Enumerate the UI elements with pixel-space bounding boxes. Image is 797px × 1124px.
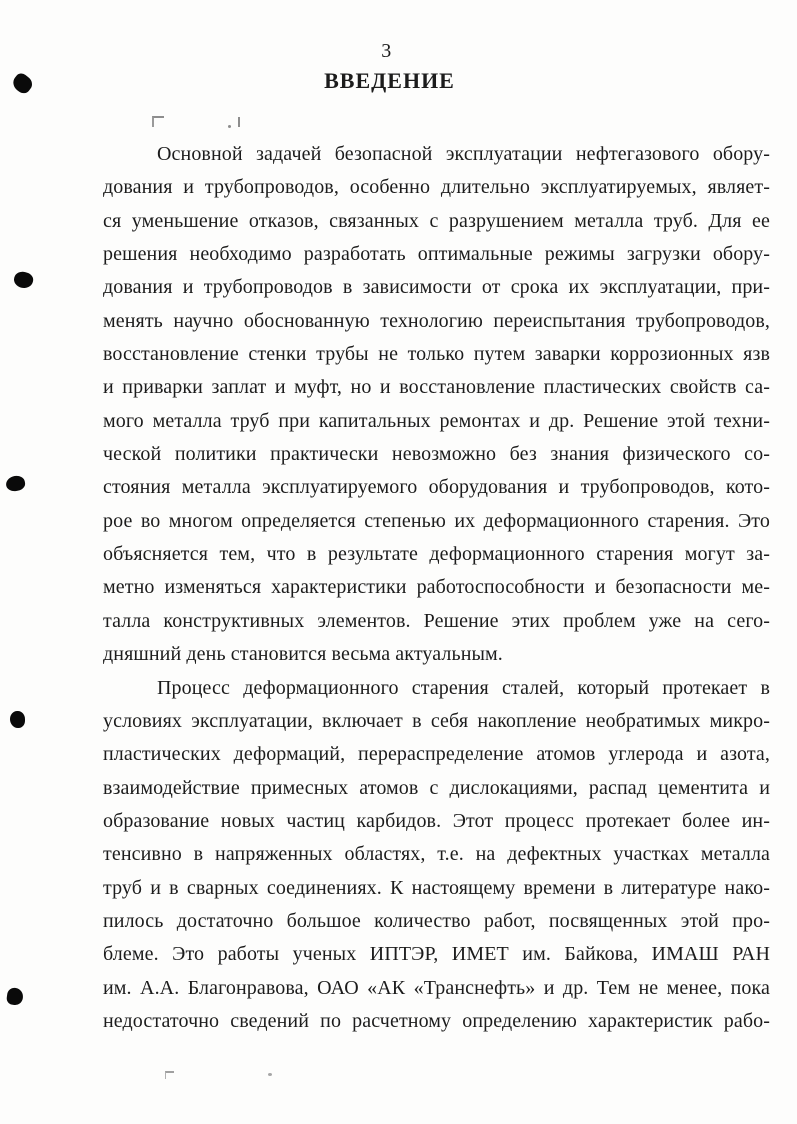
faint-scan-mark xyxy=(152,116,164,127)
text-line: талла конструктивных элементов. Решение этих проблем уже на сего- xyxy=(103,609,770,632)
text-line: ся уменьшение отказов, связанных с разрушением металла труб. Для ее xyxy=(103,209,770,232)
text-line: недостаточно сведений по расчетному определению характеристик рабо- xyxy=(103,1009,770,1032)
text-line: им. А.А. Благонравова, ОАО «АК «Транснефть» и др. Тем не менее, пока xyxy=(103,976,770,999)
paragraph-2 xyxy=(103,672,770,1039)
text-line: дования и трубопроводов в зависимости от срока их эксплуатации, при- xyxy=(103,276,770,299)
ink-blob-artifact xyxy=(5,474,26,492)
text-line: пластических деформаций, перераспределение атомов углерода и азота, xyxy=(103,743,770,766)
ink-blob-artifact xyxy=(6,987,24,1006)
ink-blob-artifact xyxy=(12,270,34,290)
text-line: труб и в сварных соединениях. К настоящему времени в литературе нако- xyxy=(103,876,770,899)
faint-scan-mark xyxy=(165,1071,174,1079)
text-line: Основной задачей безопасной эксплуатации нефтегазового обору- xyxy=(157,143,770,165)
faint-scan-mark xyxy=(238,117,240,127)
text-line: ческой политики практически невозможно без знания физического со- xyxy=(103,443,770,466)
text-line: мого металла труб при капитальных ремонтах и др. Решение этой техни- xyxy=(103,409,770,432)
text-line: решения необходимо разработать оптимальные режимы загрузки обору- xyxy=(103,243,770,266)
text-line: пилось достаточно большое количество работ, посвященных этой про- xyxy=(103,909,770,932)
text-line: объясняется тем, что в результате деформационного старения могут за- xyxy=(103,543,770,566)
text-line: образование новых частиц карбидов. Этот процесс протекает более ин- xyxy=(103,809,770,832)
text-line: менять научно обоснованную технологию переиспытания трубопроводов, xyxy=(103,309,770,332)
faint-scan-mark xyxy=(228,125,231,128)
text-line: дняшний день становится весьма актуальным. xyxy=(103,643,503,666)
text-line: метно изменяться характеристики работоспособности и безопасности ме- xyxy=(103,576,770,599)
text-line: тенсивно в напряженных областях, т.е. на дефектных участках металла xyxy=(103,843,770,866)
text-line: восстановление стенки трубы не только путем заварки коррозионных язв xyxy=(103,343,770,366)
text-line: стояния металла эксплуатируемого оборудования и трубопроводов, кото- xyxy=(103,476,770,499)
body-text-block xyxy=(103,138,770,1038)
text-line: блеме. Это работы ученых ИПТЭР, ИМЕТ им. Байкова, ИМАШ РАН xyxy=(103,943,770,966)
text-line: и приварки заплат и муфт, но и восстановление пластических свойств са- xyxy=(103,376,770,399)
paragraph-1 xyxy=(103,138,770,672)
text-line: Процесс деформационного старения сталей, который протекает в xyxy=(157,676,770,699)
page-number: 3 xyxy=(381,40,392,62)
section-heading: ВВЕДЕНИЕ xyxy=(324,68,455,93)
text-line: условиях эксплуатации, включает в себя накопление необратимых микро- xyxy=(103,709,770,732)
faint-scan-mark xyxy=(268,1073,272,1076)
text-line: рое во многом определяется степенью их деформационного старения. Это xyxy=(103,509,770,532)
ink-blob-artifact xyxy=(10,711,25,728)
text-line: дования и трубопроводов, особенно длительно эксплуатируемых, являет- xyxy=(103,176,770,199)
text-line: взаимодействие примесных атомов с дислокациями, распад цементита и xyxy=(103,776,770,799)
